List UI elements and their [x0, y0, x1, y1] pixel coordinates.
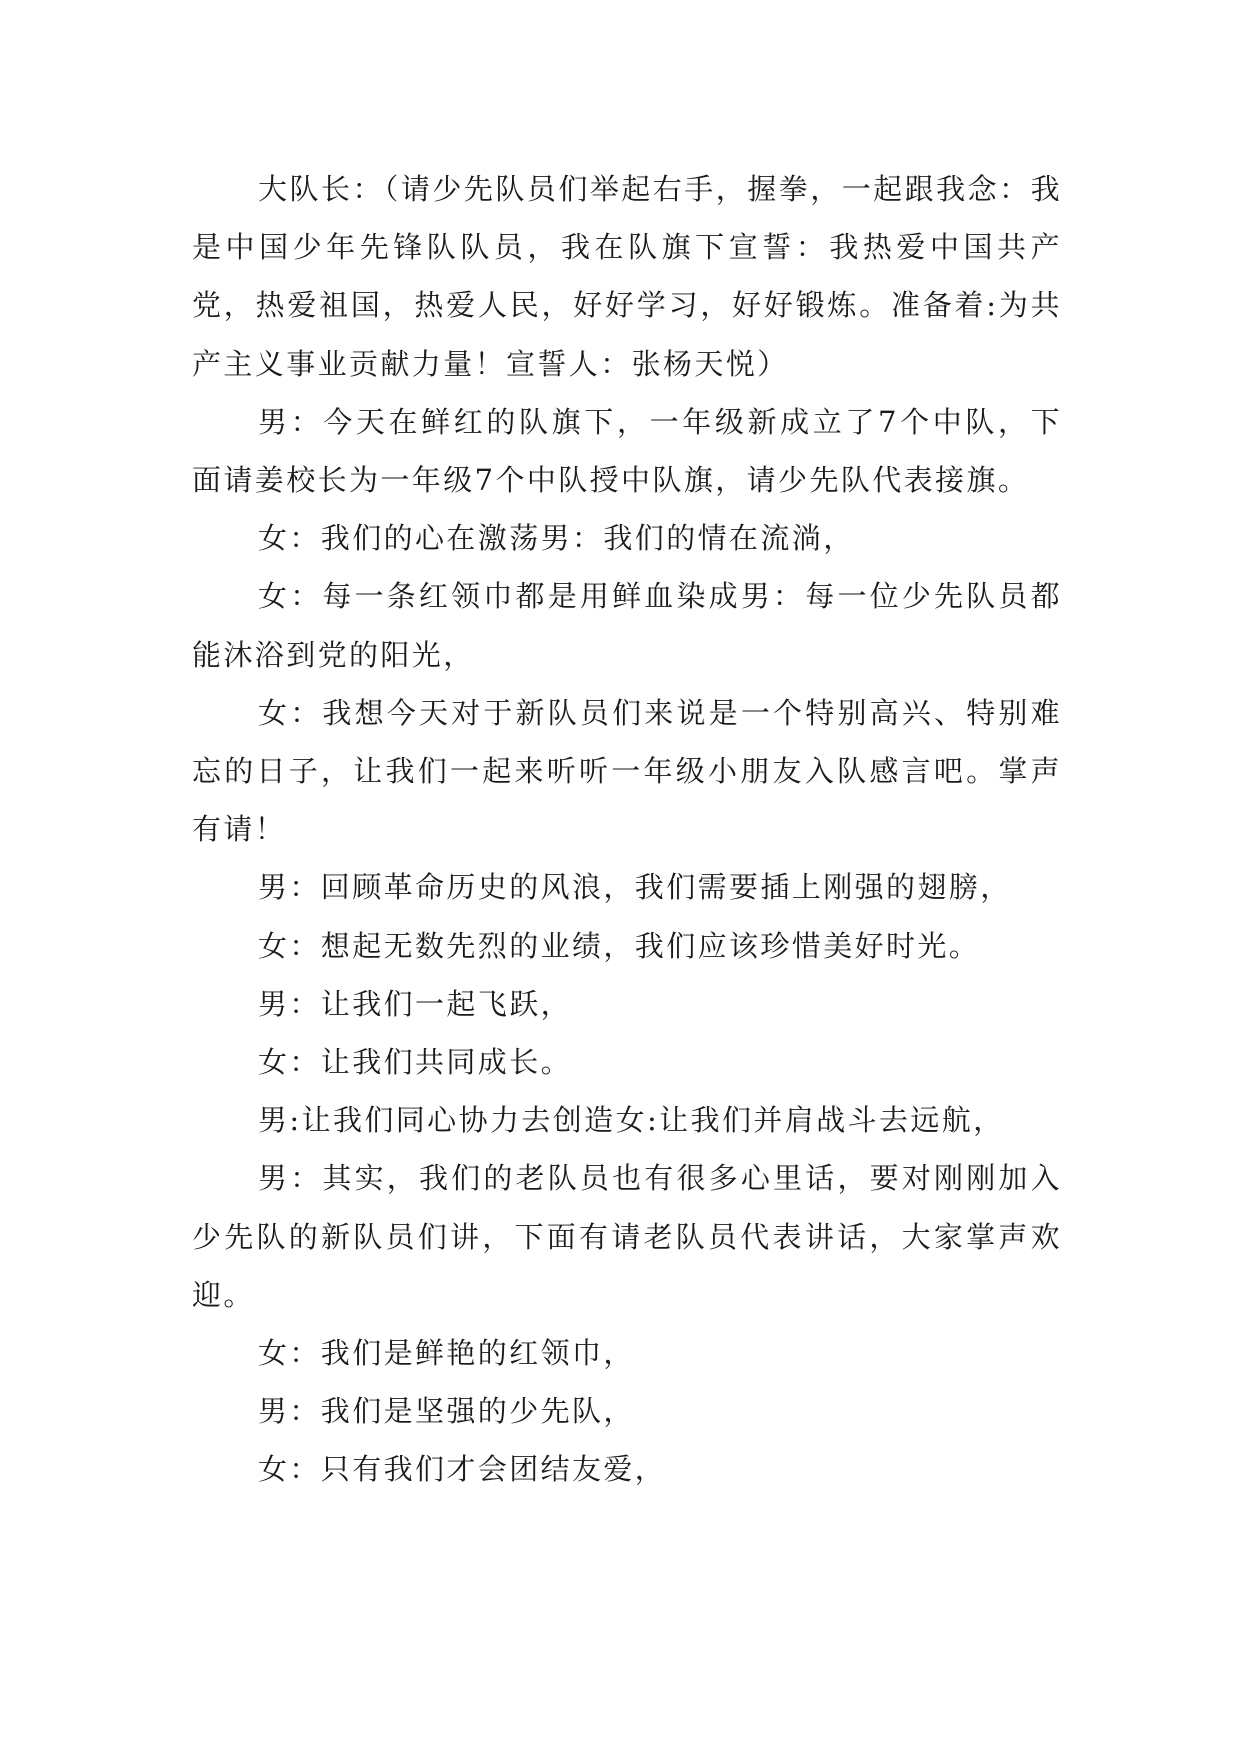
paragraph-fly: 男：让我们一起飞跃， [258, 986, 573, 1021]
paragraph-red-scarf: 女：每一条红领巾都是用鲜血染成男：每一位少先队员都能沐浴到党的阳光， [192, 579, 1062, 672]
document-body [192, 160, 1062, 1499]
paragraph-hearts: 女：我们的心在激荡男：我们的情在流淌， [258, 521, 855, 556]
paragraph-history: 男：回顾革命历史的风浪，我们需要插上刚强的翅膀， [258, 870, 1012, 905]
paragraph-new-members: 女：我想今天对于新队员们来说是一个特别高兴、特别难忘的日子，让我们一起来听听一年级小朋友入队感言吧。掌声有请！ [192, 695, 1062, 847]
paragraph-strong-team: 男：我们是坚强的少先队， [258, 1394, 635, 1429]
paragraph-bright-scarf: 女：我们是鲜艳的红领巾， [258, 1336, 635, 1371]
paragraph-grow: 女：让我们共同成长。 [258, 1045, 573, 1080]
paragraph-together: 男:让我们同心协力去创造女:让我们并肩战斗去远航， [258, 1103, 1005, 1138]
paragraph-old-members: 男：其实，我们的老队员也有很多心里话，要对刚刚加入少先队的新队员们讲，下面有请老队员代表讲话，大家掌声欢迎。 [192, 1161, 1062, 1312]
paragraph-martyrs: 女：想起无数先烈的业绩，我们应该珍惜美好时光。 [258, 928, 981, 963]
paragraph-oath: 大队长：（请少先队员们举起右手，握拳，一起跟我念：我是中国少年先锋队队员，我在队旗下宣誓：我热爱中国共产党，热爱祖国，热爱人民，好好学习，好好锻炼。准备着:为共产主义事业贡献力量！宣誓人：张杨天悦） [192, 172, 1062, 381]
paragraph-unity: 女：只有我们才会团结友爱， [258, 1452, 667, 1487]
paragraph-squad-flags: 男：今天在鲜红的队旗下，一年级新成立了7个中队，下面请姜校长为一年级7个中队授中队旗，请少先队代表接旗。 [192, 404, 1062, 498]
